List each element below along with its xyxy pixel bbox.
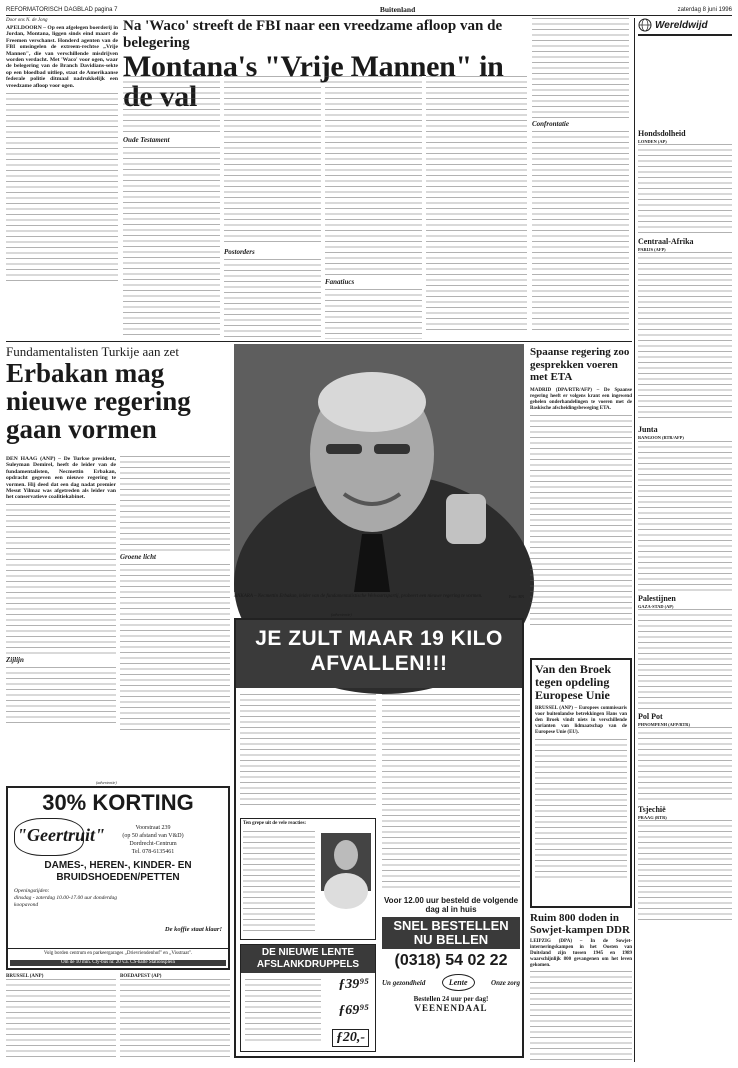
header-date: zaterdag 8 juni 1996 <box>677 6 732 13</box>
ad2-headline: 30% KORTING <box>42 790 194 815</box>
ad2-phone: Tel. 078-6135461 <box>131 849 175 855</box>
sidebar-item-title: Centraal-Afrika <box>638 237 694 247</box>
ad1-reactions-title: Ten grepe uit de vele reacties: <box>243 821 307 826</box>
sidebar-item-title: Pol Pot <box>638 711 663 721</box>
article5-headline: Ruim 800 doden in Sowjet-kampen DDR <box>530 912 630 936</box>
photo-caption: ANKARA – Necmettin Erbakan, leider van de fundamentalistische Welvaartspartij, probeert een nieuwe regering te vormen. <box>234 594 483 599</box>
article1-col2 <box>123 76 220 338</box>
article1-body-text <box>6 93 118 283</box>
sidebar-item-lead: PHNOMPENH (AFP/RTR) <box>638 721 690 727</box>
article2-col2 <box>120 456 230 776</box>
ad1-tagline-right: Onze zorg <box>491 978 520 987</box>
ad1-reactions-box <box>240 818 376 940</box>
sidebar-item-lead: PRAAG (RTR) <box>638 815 667 821</box>
sidebar-item-title: Hondsdolheid <box>638 129 686 138</box>
article1-headline: Montana's "Vrije Mannen" in de val <box>123 50 504 113</box>
ad1-headline-banner <box>236 620 522 688</box>
article1-byline: Door ons N. de Jong <box>6 18 48 23</box>
ad2-address-1: Voorstraat 239 <box>135 825 171 831</box>
article2-kicker: Fundamentalisten Turkije aan zet <box>6 344 179 359</box>
article1-sub-fanatiucs: Fanatiucs <box>325 278 355 286</box>
article3-lead: MADRID (DPA/RTR/AFP) – De Spaanse regering heeft er volgens krant een ingewend gehelen onderhandelingen te voeren met de Baskische afscheidingsbeweging ETA. <box>530 387 632 411</box>
ad2-category: DAMES-, HEREN-, KINDER- EN BRUIDSHOEDEN/PETTEN <box>44 860 192 883</box>
photo-credit: Foto: RN <box>508 594 524 599</box>
brief-brussel <box>6 974 116 1062</box>
sidebar-logo-text: Wereldwijd <box>655 19 708 31</box>
newspaper-page <box>6 4 732 1062</box>
article1-col6 <box>532 18 629 338</box>
article1-col3 <box>224 76 321 338</box>
article-sowjet-kampen <box>530 912 632 1062</box>
erbakan-photo <box>234 344 524 592</box>
ad2-parking: Volg borden centrum en parkeergarages „Drievriendenhof" en „Visstraat". <box>43 951 193 956</box>
article1-kicker: Na 'Waco' streeft de FBI naar een vreedzame afloop van de belegering <box>123 18 503 51</box>
ad1-price-1: ƒ39⁹⁵ <box>338 977 369 992</box>
ad2-coffee: De koffie staat klaar! <box>164 926 222 933</box>
ad2-address-2: (op 50 afstand van V&D) <box>122 833 184 839</box>
brief-boedapest-title: BOEDAPEST (AP) <box>120 974 162 979</box>
ad1-price-3: ƒ20,- <box>332 1029 369 1047</box>
article1-lead: APELDOORN – Op een afgelegen boerderij in Jordan, Montana, liggen sinds eind maart de Freemen verschanst. Honderd agenten van de FBI omsingelen de extreem-rechtse „Vrije Mannen", die van verschillende misdrijven worden verdacht. Met 'Waco' voor ogen, waar de belegering van de Branch Davidians-sekte op een bloedbad uitliep, staat de Amerikaanse federale politie ditmaal nadrukkelijk een vreedzame afloop voor ogen. <box>6 25 118 89</box>
ad2-label: (advertentie) <box>96 780 117 785</box>
erbakan-photo-image <box>234 344 524 592</box>
article4-lead: BRUSSEL (ANP) – Europees commissaris voor buitenlandse betrekkingen Hans van den Broek vindt niets in verschillende varianten van lidmaatschap van de Europese Unie (EU). <box>535 706 627 735</box>
ad1-footer: Bestellen 24 uur per dag! <box>413 995 489 1003</box>
photo-caption-block <box>234 594 524 610</box>
article1-lead-column <box>6 18 118 338</box>
sidebar-wereldwijd <box>638 18 732 1062</box>
sidebar-item-lead: GAZA-STAD (AP) <box>638 603 674 609</box>
sidebar-item-lead: RANGOON (RTR/AFP) <box>638 435 684 441</box>
article3-headline: Spaanse regering zoo gesprekken voeren met ETA <box>530 346 630 383</box>
sidebar-item-title: Tsjechië <box>638 805 666 815</box>
article5-lead: LEIPZIG (DPA) – In de Sowjet-interneringskampen in het Oosten van Duitsland zijn tussen 1945 en 1989 waarschijnlijk 800 gevangenen om het leven gekomen. <box>530 939 632 968</box>
ad1-price-2: ƒ69⁹⁵ <box>338 1003 369 1018</box>
hatshop-advertisement <box>6 786 230 970</box>
ad2-parking-2: Om de 10 min. Cty-bus nr. 20 v.a. CS-halte Stationsplein <box>10 960 226 967</box>
article1-sub-oude-testament: Oude Testament <box>123 136 170 144</box>
sidebar-item-lead: LONDEN (AP) <box>638 139 667 144</box>
sidebar-item-lead: PARIJS (AFP) <box>638 247 666 253</box>
ad2-hours: dinsdag - zaterdag 10.00-17.00 uur donderdag koopavond <box>14 895 118 908</box>
article2-sub-groene-licht: Groene licht <box>120 553 156 561</box>
page-header <box>6 4 732 16</box>
ad1-label: (advertentie) <box>331 612 352 617</box>
section-title: Buitenland <box>379 5 416 14</box>
article1-sub-postorders: Postorders <box>224 248 255 256</box>
brief-boedapest <box>120 974 230 1062</box>
diet-advertisement <box>234 618 524 1058</box>
article2-headline: Erbakan mag nieuwe regering gaan vormen <box>6 358 191 444</box>
ad2-hours-title: Openingstijden: <box>14 888 50 894</box>
ad1-headline: JE ZULT MAAR 19 KILO AFVALLEN!!! <box>255 627 503 675</box>
ad2-address-3: Dordrecht-Centrum <box>129 841 177 847</box>
article2-headline-block <box>6 344 228 452</box>
article1-col4 <box>325 76 422 338</box>
ad1-price-box <box>240 944 376 1052</box>
article2-sub-zijlijn: Zijlijn <box>6 655 24 664</box>
ad1-phone: (0318) 54 02 22 <box>394 952 508 969</box>
article1-sub-confrontatie: Confrontatie <box>532 120 569 128</box>
ad2-shop-logo: "Geertruit" <box>14 818 84 856</box>
ad1-tagline-left: Un gezondheid <box>382 978 426 987</box>
ad1-brand-logo: Lente <box>442 974 475 991</box>
article-van-den-broek <box>530 658 632 908</box>
article1-col5 <box>426 76 527 338</box>
ad1-product: DE NIEUWE LENTE AFSLANKDRUPPELS <box>241 945 375 973</box>
sidebar-item-title: Junta <box>638 425 658 435</box>
ad1-city: VEENENDAAL <box>414 1003 488 1013</box>
ad1-order-big: SNEL BESTELLEN NU BELLEN <box>382 917 520 949</box>
globe-icon <box>638 18 652 32</box>
article1-headline-block <box>123 18 527 113</box>
article2-lead: DEN HAAG (ANP) – De Turkse president, Suleyman Demirel, heeft de leider van de fundamentalisten, Necmettin Erbakan, opdracht gegeven een nieuwe regering te vormen. Hij deed dat een dag nadat premier Mesut Yilmaz was afgetreden als leider van het conservatieve coalitiekabinet. <box>6 456 116 501</box>
ad1-order-block <box>382 896 520 1056</box>
article2-col1 <box>6 456 116 776</box>
article4-headline: Van den Broek tegen opdeling Europese Unie <box>535 662 612 702</box>
sidebar-item-title: Palestijnen <box>638 593 676 603</box>
sidebar-logo <box>638 18 732 36</box>
brief-brussel-title: BRUSSEL (ANP) <box>6 974 44 979</box>
article-eta <box>530 344 632 654</box>
header-left: REFORMATORISCH DAGBLAD pagina 7 <box>6 6 118 13</box>
ad1-order-title: Voor 12.00 uur besteld de volgende dag al in huis <box>383 896 519 914</box>
ad1-portrait <box>321 833 371 891</box>
